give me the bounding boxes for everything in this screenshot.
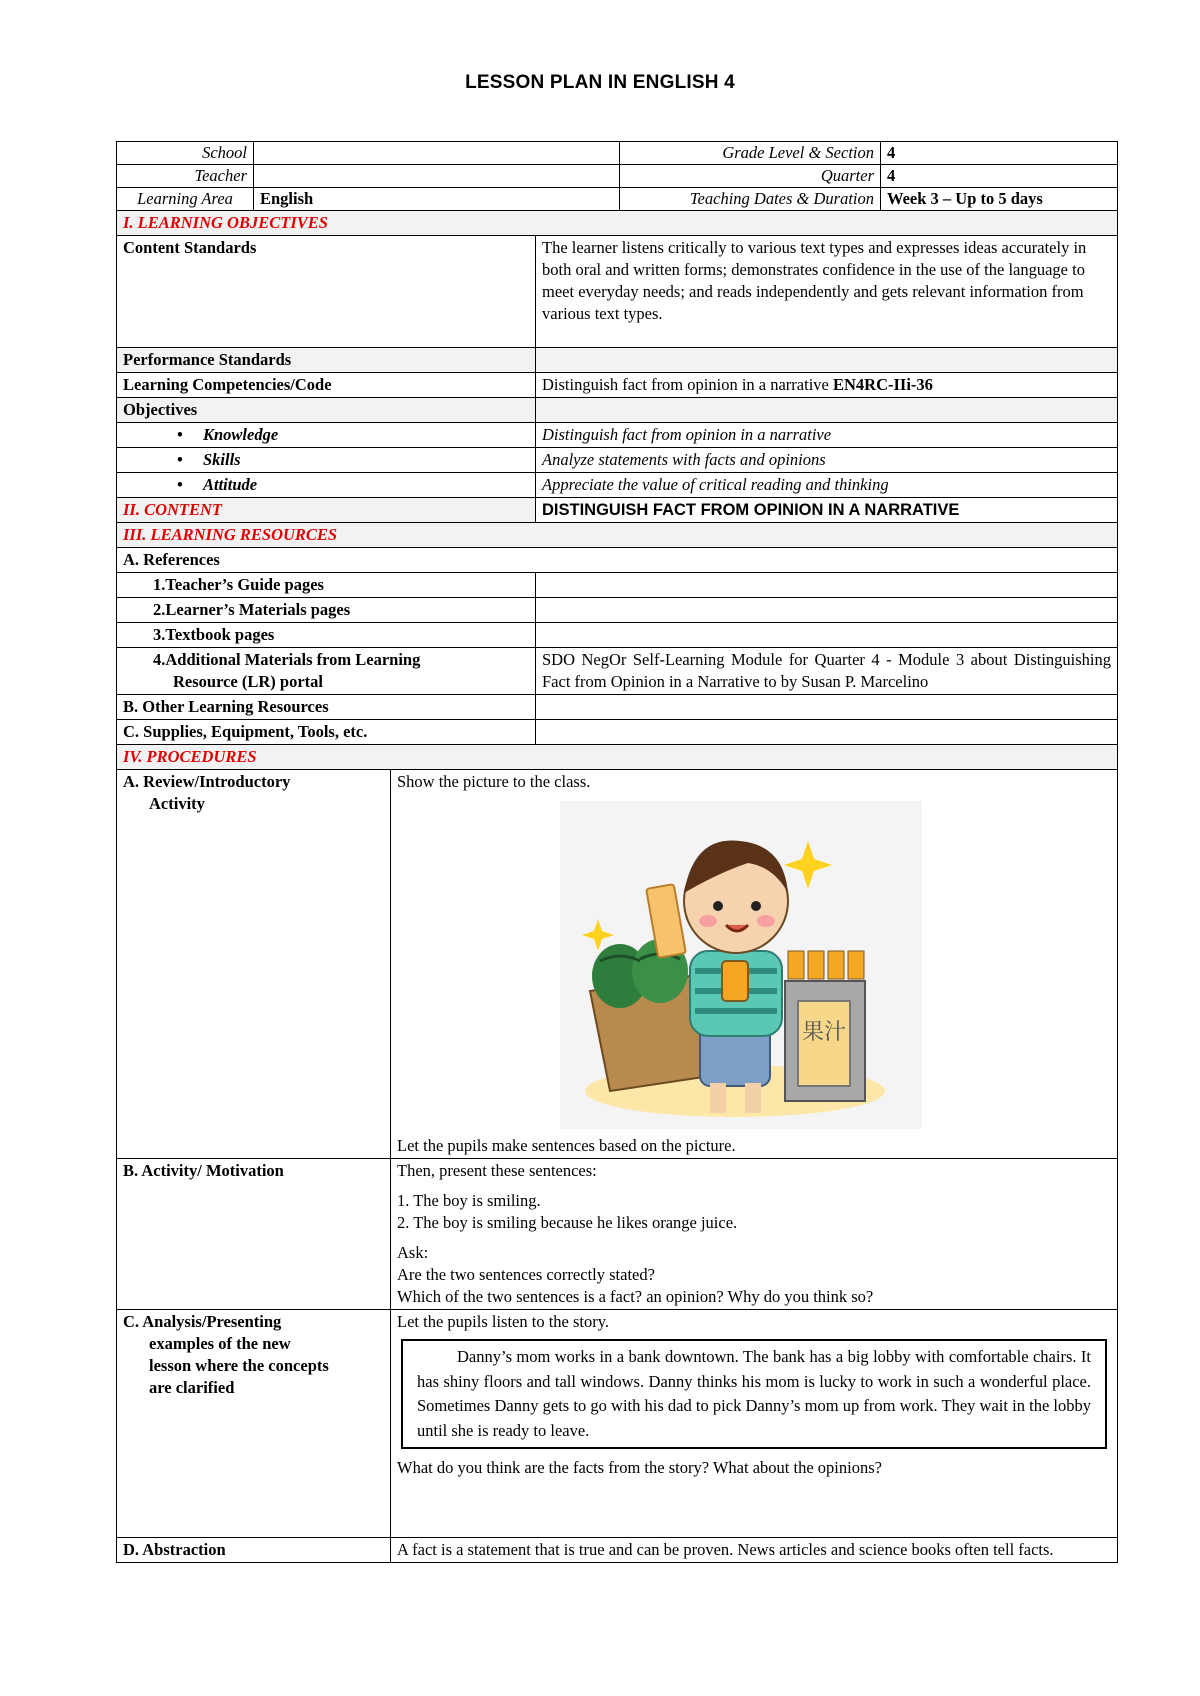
teachers-guide-label: 1.Teacher’s Guide pages [117,573,536,598]
other-resources-value [536,695,1118,720]
quarter-label: Quarter [620,165,881,188]
dates-value: Week 3 – Up to 5 days [881,188,1118,211]
content-value: DISTINGUISH FACT FROM OPINION IN A NARRATIVE [536,498,1118,523]
skills-value: Analyze statements with facts and opinions [536,448,1118,473]
other-resources-label: B. Other Learning Resources [117,695,536,720]
bullet-icon: • [177,425,183,444]
performance-standards-label: Performance Standards [117,348,536,373]
abstraction-label: D. Abstraction [117,1538,391,1563]
review-label: A. Review/Introductory Activity [117,770,391,1159]
supplies-value [536,720,1118,745]
analysis-content: Let the pupils listen to the story. Danny’s mom works in a bank downtown. The bank has a big lobby with comfortable chairs. It has shiny floors and tall windows. Danny thinks his mom is lucky to work in such a wonderful place. Sometimes Danny gets to go with his dad to pick Danny’s mom up from work. They wait in the lobby until she is ready to leave. What do you think are the facts from the story? What about the opinions? [391,1310,1118,1538]
content-heading: II. CONTENT [117,498,536,523]
quarter-value: 4 [881,165,1118,188]
grade-label: Grade Level & Section [620,142,881,165]
abstraction-content: A fact is a statement that is true and can be proven. News articles and science books often tell facts. [391,1538,1118,1563]
review-content: Show the picture to the class. 果汁 Let the pupils make sentences based on the picture. [391,770,1118,1159]
bullet-icon: • [177,450,183,469]
content-standards-label: Content Standards [117,236,536,348]
knowledge-label: • Knowledge [117,423,536,448]
supplies-label: C. Supplies, Equipment, Tools, etc. [117,720,536,745]
page-title: LESSON PLAN IN ENGLISH 4 [465,72,735,93]
story-box: Danny’s mom works in a bank downtown. The bank has a big lobby with comfortable chairs. It has shiny floors and tall windows. Danny thinks his mom is lucky to work in such a wonderful place. Sometimes Danny gets to go with his dad to pick Danny’s mom up from work. They wait in the lobby until she is ready to leave. [401,1339,1107,1449]
skills-label: • Skills [117,448,536,473]
competencies-label: Learning Competencies/Code [117,373,536,398]
attitude-label: • Attitude [117,473,536,498]
motivation-content: Then, present these sentences: 1. The boy is smiling. 2. The boy is smiling because he likes orange juice. Ask: Are the two sentences correctly stated? Which of the two sentences is a fact? an opinion? Why do you think so? [391,1159,1118,1310]
knowledge-value: Distinguish fact from opinion in a narrative [536,423,1118,448]
analysis-label: C. Analysis/Presenting examples of the new lesson where the concepts are clarified [117,1310,391,1538]
additional-materials-label: 4.Additional Materials from Learning Resource (LR) portal [117,648,536,695]
learners-materials-value [536,598,1118,623]
teacher-label: Teacher [117,165,254,188]
motivation-label: B. Activity/ Motivation [117,1159,391,1310]
competency-code: EN4RC-IIi-36 [832,375,933,394]
header-table [116,141,1118,211]
textbook-value [536,623,1118,648]
lesson-table [116,210,1118,1563]
additional-materials-value: SDO NegOr Self-Learning Module for Quarter 4 - Module 3 about Distinguishing Fact from Opinion in a Narrative to by Susan P. Marcelino [536,648,1118,695]
references-label: A. References [117,548,1118,573]
area-value: English [254,188,620,211]
grade-value: 4 [881,142,1118,165]
school-label: School [117,142,254,165]
bullet-icon: • [177,475,183,494]
objectives-label: Objectives [117,398,536,423]
objectives-heading: I. LEARNING OBJECTIVES [117,211,1118,236]
learners-materials-label: 2.Learner’s Materials pages [117,598,536,623]
performance-standards-value [536,348,1118,373]
area-label: Learning Area [117,188,254,211]
juice-sign-text: 果汁 [801,1020,847,1045]
school-value [254,142,620,165]
teacher-value [254,165,620,188]
boy-juice-illustration [560,801,922,1129]
objectives-value [536,398,1118,423]
resources-heading: III. LEARNING RESOURCES [117,523,1118,548]
content-standards-value: The learner listens critically to various text types and expresses ideas accurately in both oral and written forms; demonstrates confidence in the use of the language to meet everyday needs; and reads independently and gets relevant information from various text types. [536,236,1118,348]
textbook-label: 3.Textbook pages [117,623,536,648]
procedures-heading: IV. PROCEDURES [117,745,1118,770]
competencies-value: Distinguish fact from opinion in a narrative EN4RC-IIi-36 [536,373,1118,398]
attitude-value: Appreciate the value of critical reading and thinking [536,473,1118,498]
teachers-guide-value [536,573,1118,598]
dates-label: Teaching Dates & Duration [620,188,881,211]
